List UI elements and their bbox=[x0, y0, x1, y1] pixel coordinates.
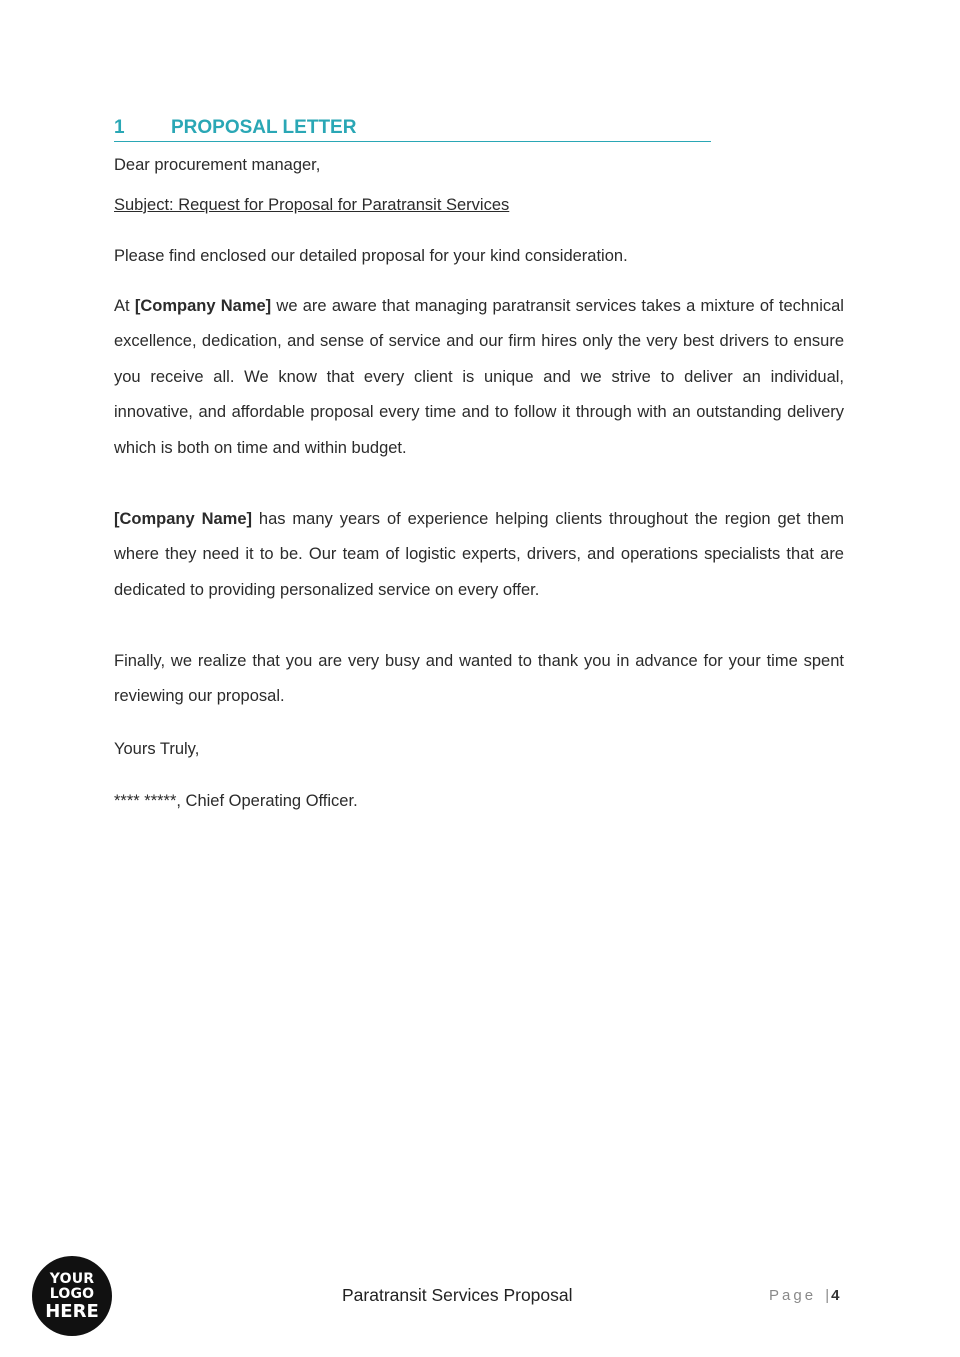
company-name-placeholder: [Company Name] bbox=[134, 297, 272, 315]
paragraph-thanks: Finally, we realize that you are very busy and wanted to thank you in advance for your time spent reviewing our proposal. bbox=[114, 652, 844, 706]
salutation: Dear procurement manager, bbox=[114, 156, 321, 174]
para1-prefix: At bbox=[114, 297, 135, 315]
page-separator: | bbox=[825, 1287, 830, 1304]
logo-line-1: YOUR bbox=[49, 1270, 95, 1287]
paragraph-intro bbox=[114, 289, 844, 466]
section-title: PROPOSAL LETTER bbox=[171, 117, 357, 138]
para1-text: we are aware that managing paratransit services takes a mixture of technical excellence, dedication, and sense of service and our firm hires only the very best drivers to ensure you receive all. We know that every client is unique and we strive to deliver an individual, innovative, and affordable proposal every time and to follow it through with an outstanding delivery which is both on time and within budget. bbox=[114, 297, 844, 457]
page-number: 4 bbox=[831, 1287, 840, 1304]
signature: **** *****, Chief Operating Officer. bbox=[114, 792, 358, 810]
company-name-placeholder: [Company Name] bbox=[114, 510, 253, 528]
section-heading bbox=[114, 116, 711, 142]
company-logo bbox=[32, 1256, 112, 1336]
enclosed-sentence: Please find enclosed our detailed proposal for your kind consideration. bbox=[114, 247, 628, 265]
page-label: Page bbox=[769, 1287, 817, 1304]
section-number: 1 bbox=[114, 117, 125, 138]
subject-line: Subject: Request for Proposal for Paratransit Services bbox=[114, 196, 510, 214]
para2-text: has many years of experience helping clients throughout the region get them where they need it to be. Our team of logistic experts, drivers, and operations specialists that are dedicated to providing personalized service on every offer. bbox=[114, 510, 844, 599]
logo-line-3: HERE bbox=[45, 1300, 99, 1322]
footer-document-title: Paratransit Services Proposal bbox=[342, 1285, 573, 1305]
closing: Yours Truly, bbox=[114, 740, 200, 758]
paragraph-experience bbox=[114, 502, 844, 608]
page-indicator bbox=[769, 1285, 839, 1307]
logo-line-2: LOGO bbox=[49, 1285, 95, 1302]
